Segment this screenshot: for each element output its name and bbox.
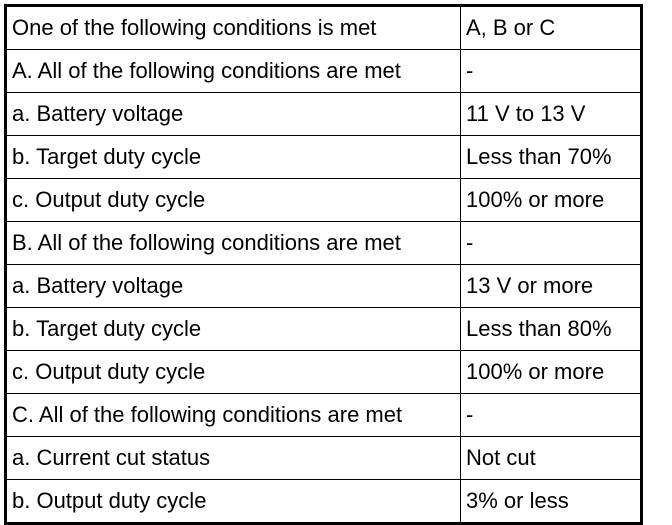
table-row	[6, 394, 642, 437]
conditions-table	[4, 4, 643, 525]
condition-cell: C. All of the following conditions are met	[6, 394, 461, 437]
condition-cell: b. Target duty cycle	[6, 308, 461, 351]
table-row	[6, 351, 642, 394]
condition-cell: b. Target duty cycle	[6, 136, 461, 179]
value-cell: Less than 70%	[461, 136, 642, 179]
value-cell: 100% or more	[461, 179, 642, 222]
value-cell: 11 V to 13 V	[461, 93, 642, 136]
table-row	[6, 308, 642, 351]
condition-cell: c. Output duty cycle	[6, 179, 461, 222]
value-cell: -	[461, 222, 642, 265]
table-row	[6, 437, 642, 480]
condition-cell: A. All of the following conditions are met	[6, 50, 461, 93]
value-cell: A, B or C	[461, 6, 642, 50]
condition-cell: b. Output duty cycle	[6, 480, 461, 524]
table-row	[6, 222, 642, 265]
table-row	[6, 265, 642, 308]
value-cell: -	[461, 394, 642, 437]
condition-cell: a. Current cut status	[6, 437, 461, 480]
value-cell: Less than 80%	[461, 308, 642, 351]
condition-cell: c. Output duty cycle	[6, 351, 461, 394]
value-cell: -	[461, 50, 642, 93]
value-cell: 13 V or more	[461, 265, 642, 308]
table-row	[6, 6, 642, 50]
value-cell: 3% or less	[461, 480, 642, 524]
table-row	[6, 50, 642, 93]
table-row	[6, 136, 642, 179]
condition-cell: One of the following conditions is met	[6, 6, 461, 50]
table-row	[6, 179, 642, 222]
value-cell: Not cut	[461, 437, 642, 480]
condition-cell: a. Battery voltage	[6, 265, 461, 308]
condition-cell: a. Battery voltage	[6, 93, 461, 136]
table-row	[6, 93, 642, 136]
value-cell: 100% or more	[461, 351, 642, 394]
condition-cell: B. All of the following conditions are met	[6, 222, 461, 265]
table-row	[6, 480, 642, 524]
